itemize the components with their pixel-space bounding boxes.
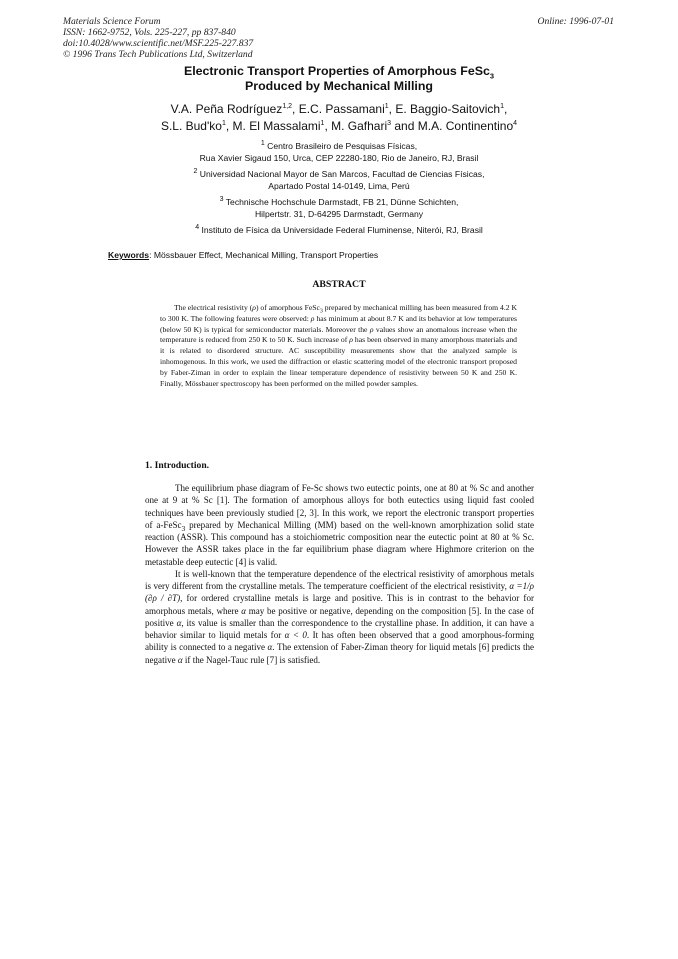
- affiliation-4: $^4$ Instituto de Física da Universidade Federal Fluminense, Niterói, RJ, Brasil: [195, 224, 483, 235]
- affiliation-1: $^1$ Centro Brasileiro de Pesquisas Físicas, Rua Xavier Sigaud 150, Urca, CEP 22280-180, Rio de Janeiro, RJ, Brasil: [199, 140, 479, 163]
- online-date: Online: 1996-07-01: [537, 16, 614, 27]
- affiliations: [60, 140, 618, 240]
- copyright-line: © 1996 Trans Tech Publications Ltd, Switzerland: [63, 49, 253, 60]
- author-list: V.A. Peña Rodríguez$^{1,2}$, E.C. Passamani$^1$, E. Baggio-Saitovich$^1$, S.L. $Bud'ko^1$, M. El Massalami$^1$, M. Gafhari$^3$ and M.A. Continentino$^4$: [160, 102, 518, 133]
- journal-name: Materials Science Forum: [63, 16, 161, 27]
- abstract-heading: ABSTRACT: [312, 279, 366, 290]
- doi-line[interactable]: doi:10.4028/www.scientific.net/MSF.225-227.837: [63, 38, 254, 49]
- paragraph-1: The equilibrium phase diagram of Fe-Sc shows two eutectic points, one at 80 at % Sc and another one at 9 at % Sc [1]. The formation of amorphous alloys for both eutectics using liquid fast cooled techniques have been previously studied [2, 3]. In this work, we report the electronic transport properties of a-FeSc$_3$ prepared by Mechanical Milling (MM) based on the well-known amorphization solid state reaction (ASSR). This compound has a stoichiometric composition near the eutectic point at 80 at % Sc. However the ASSR takes place in the far equilibrium phase diagram where Highmore criterion on the metastable deep eutectic [4] is valid.: [145, 483, 534, 567]
- affiliation-2: $^2$ Universidad Nacional Mayor de San Marcos, Facultad de Ciencias Físicas, Apartado Postal 14-0149, Lima, Perú: [193, 168, 485, 191]
- issn-line: ISSN: 1662-9752, Vols. 225-227, pp 837-840: [63, 27, 236, 38]
- paragraph-2: It is well-known that the temperature dependence of the electrical resistivity of amorphous metals is very different from the crystalline metals. The temperature coefficient of the electrical resistivity, α =1/ρ (∂ρ / ∂T), for ordered crystalline metals is large and positive. This is in contrast to the behavior for amorphous metals, where α may be positive or negative, depending on the composition [5]. In the case of positive α, its value is smaller than the correspondence to the crystalline phase. In addition, it can have a behavior similar to liquid metals for α < 0. It has often been observed that a good amorphous-forming ability is connected to a negative α. The extension of Faber-Ziman theory for liquid metals [6] predicts the negative α if the Nagel-Tauc rule [7] is satisfied.: [145, 568, 535, 665]
- introduction-body: [145, 482, 534, 666]
- paper-title: Electronic Transport Properties of Amorphous FeSc$_3$ Produced by Mechanical Milling: [183, 64, 495, 93]
- keywords-text: : Mössbauer Effect, Mechanical Milling, Transport Properties: [149, 250, 379, 260]
- affiliation-3: $^3$ Technische Hochschule Darmstadt, FB 21, Dünne Schichten, Hilpertstr. 31, D-64295 Darmstadt, Germany: [219, 196, 459, 219]
- journal-header: [63, 16, 253, 60]
- keywords-label: Keywords: [108, 250, 150, 260]
- section-heading-introduction: 1. Introduction.: [145, 460, 210, 471]
- abstract-text: The electrical resistivity (ρ) of amorphous FeSc$_3$ prepared by mechanical milling has been measured from 4.2 K to 300 K. The following features were observed: ρ has minimum at about 8.7 K and its behavior at low temperatures (below 50 K) is typical for semiconductor materials. Moreover the ρ values show an anomalous increase when the temperature is reduced from 250 K to 50 K. Such increase of ρ has been observed in many amorphous materials and it is related to disordered structure. AC susceptibility measurements show that the analyzed sample is inhomogenous. In this work, we used the diffraction or elastic scattering model of the electronic transport proposed by Faber-Ziman in order to explain the linear temperature dependence of resistivity between 50 K and 250 K. Finally, Mössbauer spectroscopy has been performed on the milled powder samples.: [160, 303, 518, 388]
- keywords: [108, 249, 378, 261]
